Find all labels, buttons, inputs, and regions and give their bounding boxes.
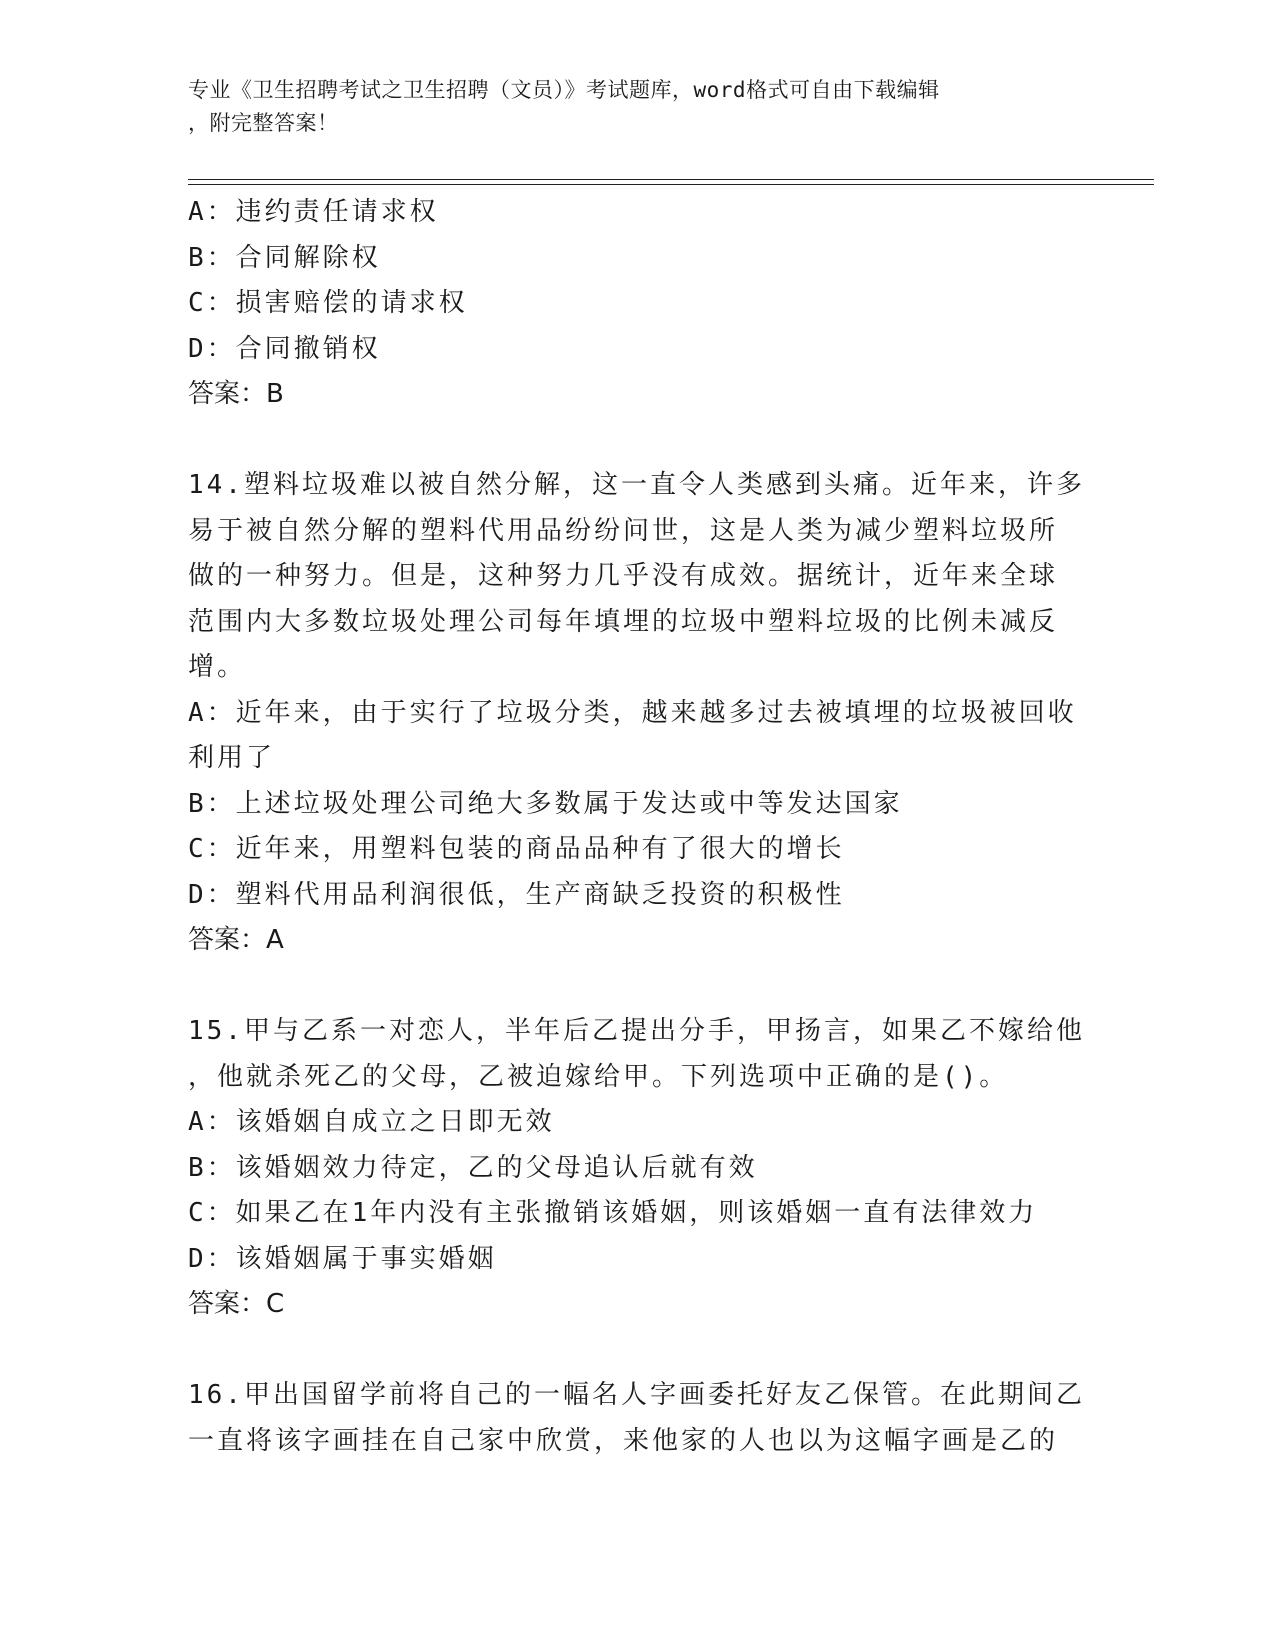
question-content xyxy=(188,190,1085,1464)
option-b: B：该婚姻效力待定，乙的父母追认后就有效 xyxy=(188,1152,758,1183)
question-stem-line: 15.甲与乙系一对恋人，半年后乙提出分手，甲扬言，如果乙不嫁给他 xyxy=(188,1016,1085,1046)
question-16-block xyxy=(188,1373,1085,1464)
question-stem-line: 增。 xyxy=(188,652,247,682)
option-a: A：该婚姻自成立之日即无效 xyxy=(188,1107,555,1137)
question-stem-line: 范围内大多数垃圾处理公司每年填埋的垃圾中塑料垃圾的比例未减反 xyxy=(188,606,1059,637)
option-c: C：损害赔偿的请求权 xyxy=(188,288,468,318)
option-d: D：塑料代用品利润很低，生产商缺乏投资的积极性 xyxy=(188,879,845,910)
question-stem-line: 易于被自然分解的塑料代用品纷纷问世，这是人类为减少塑料垃圾所 xyxy=(188,515,1059,546)
option-c: C：近年来，用塑料包装的商品品种有了很大的增长 xyxy=(188,834,845,864)
header-line-2: ，附完整答案！ xyxy=(188,111,339,135)
option-d: D：该婚姻属于事实婚姻 xyxy=(188,1243,497,1274)
answer-line: 答案：B xyxy=(188,379,284,409)
question-stem-line: 16.甲出国留学前将自己的一幅名人字画委托好友乙保管。在此期间乙 xyxy=(188,1380,1085,1410)
option-a: A：近年来，由于实行了垃圾分类，越来越多过去被填埋的垃圾被回收 xyxy=(188,697,1077,728)
question-stem-line: 14.塑料垃圾难以被自然分解，这一直令人类感到头痛。近年来，许多 xyxy=(188,470,1085,500)
header-divider-bottom xyxy=(188,184,1154,185)
question-14-block xyxy=(188,463,1085,964)
question-stem-line: 做的一种努力。但是，这种努力几乎没有成效。据统计，近年来全球 xyxy=(188,561,1059,591)
header-divider-top xyxy=(188,179,1154,180)
question-stem-line: ，他就杀死乙的父母，乙被迫嫁给甲。下列选项中正确的是()。 xyxy=(188,1061,1009,1092)
header-line-1: 专业《卫生招聘考试之卫生招聘（文员）》考试题库，word格式可自由下载编辑 xyxy=(188,78,940,102)
answer-line: 答案：A xyxy=(188,925,284,955)
option-c: C：如果乙在1年内没有主张撤销该婚姻，则该婚姻一直有法律效力 xyxy=(188,1198,1038,1228)
question-13-block xyxy=(188,190,1078,418)
option-a: A：违约责任请求权 xyxy=(188,197,439,227)
option-a-continued: 利用了 xyxy=(188,743,276,773)
option-d: D：合同撤销权 xyxy=(188,333,381,364)
question-15-block xyxy=(188,1009,1085,1328)
answer-line: 答案：C xyxy=(188,1289,285,1319)
option-b: B：上述垃圾处理公司绝大多数属于发达或中等发达国家 xyxy=(188,788,903,819)
document-header xyxy=(188,74,1068,140)
option-b: B：合同解除权 xyxy=(188,242,381,273)
question-stem-line: 一直将该字画挂在自己家中欣赏，来他家的人也以为这幅字画是乙的 xyxy=(188,1425,1059,1456)
